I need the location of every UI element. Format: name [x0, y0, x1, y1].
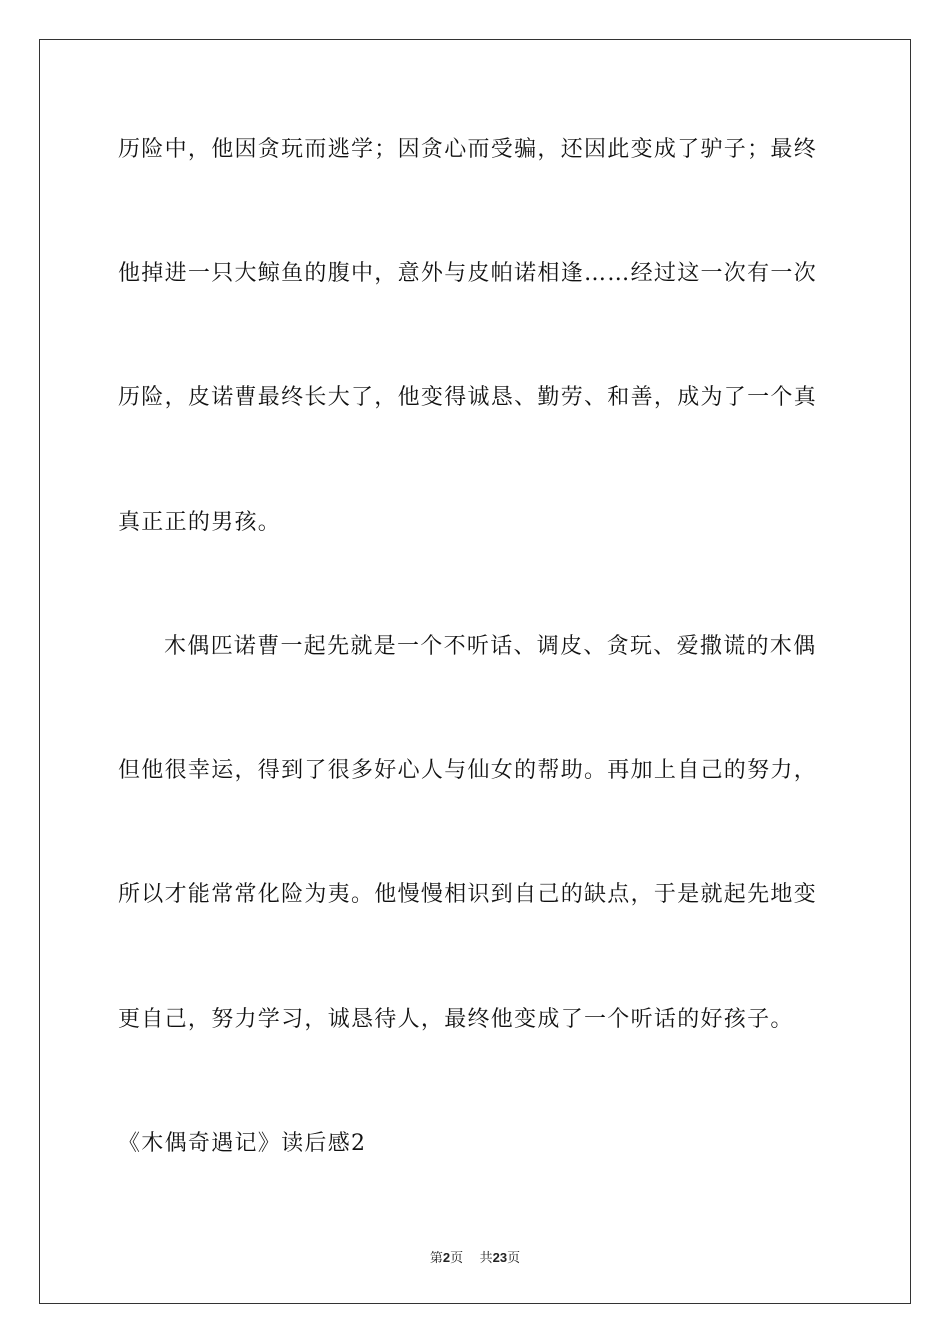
text-line: 历险，皮诺曹最终长大了，他变得诚恳、勤劳、和善，成为了一个真 — [118, 385, 818, 410]
page-suffix: 页 — [450, 1251, 464, 1266]
text-line: 更自己，努力学习，诚恳待人，最终他变成了一个听话的好孩子。 — [118, 1007, 794, 1032]
paragraph-first-line: 木偶匹诺曹一起先就是一个不听话、调皮、贪玩、爱撒谎的木偶 — [164, 634, 817, 659]
text-line: 历险中，他因贪玩而逃学；因贪心而受骗，还因此变成了驴子；最终 — [118, 137, 818, 162]
text-line: 但他很幸运，得到了很多好心人与仙女的帮助。再加上自己的努力， — [118, 758, 818, 783]
total-suffix: 页 — [507, 1251, 521, 1266]
page-number: 2 — [442, 1250, 451, 1265]
page-prefix: 第 — [429, 1251, 443, 1266]
text-line: 真正正的男孩。 — [118, 510, 282, 535]
section-heading: 《木偶奇遇记》读后感2 — [118, 1131, 367, 1156]
total-pages: 23 — [492, 1250, 508, 1265]
total-prefix: 共 — [479, 1251, 493, 1266]
text-line: 所以才能常常化险为夷。他慢慢相识到自己的缺点，于是就起先地变 — [118, 882, 818, 907]
page-footer — [0, 1247, 950, 1266]
page-border — [39, 39, 911, 1304]
text-line: 他掉进一只大鲸鱼的腹中，意外与皮帕诺相逢……经过这一次有一次 — [118, 261, 818, 286]
